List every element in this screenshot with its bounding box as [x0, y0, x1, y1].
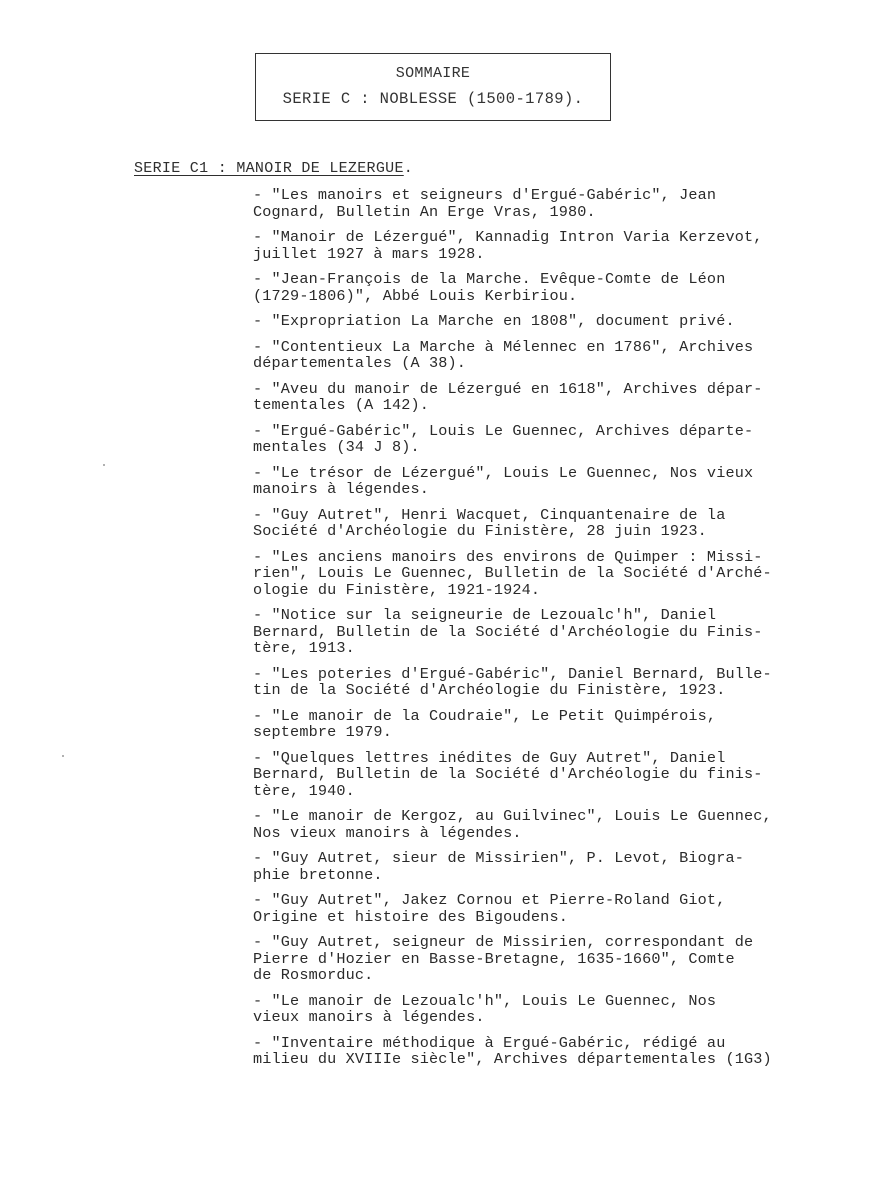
reference-line: - "Contentieux La Marche à Mélennec en 1786", Archives: [253, 337, 754, 356]
reference-line: tère, 1940.: [253, 781, 355, 800]
reference-line: Origine et histoire des Bigoudens.: [253, 907, 568, 926]
reference-line: - "Guy Autret, sieur de Missirien", P. Levot, Biogra-: [253, 849, 744, 867]
reference-line: - "Les anciens manoirs des environs de Quimper : Missi-: [253, 547, 763, 566]
reference-line: milieu du XVIIIe siècle", Archives départementales (1G3): [253, 1050, 772, 1068]
reference-item: [253, 750, 863, 800]
reference-item: [253, 187, 863, 220]
reference-item: [253, 381, 863, 414]
reference-line: Bernard, Bulletin de la Société d'Archéologie du finis-: [253, 765, 763, 783]
reference-line: rien", Louis Le Guennec, Bulletin de la Société d'Arché-: [253, 564, 772, 582]
reference-line: - "Inventaire méthodique à Ergué-Gabéric, rédigé au: [253, 1033, 726, 1052]
reference-item: [253, 465, 863, 498]
reference-line: Cognard, Bulletin An Erge Vras, 1980.: [253, 202, 596, 221]
reference-item: [253, 339, 863, 372]
reference-line: - "Notice sur la seigneurie de Lezoualc'h", Daniel: [253, 606, 717, 624]
reference-item: [253, 934, 863, 984]
reference-item: [253, 549, 863, 599]
reference-line: - "Quelques lettres inédites de Guy Autret", Daniel: [253, 748, 726, 767]
reference-item: [253, 993, 863, 1026]
reference-line: mentales (34 J 8).: [253, 438, 420, 456]
reference-line: - "Manoir de Lézergué", Kannadig Intron Varia Kerzevot,: [253, 228, 763, 246]
reference-item: [253, 892, 863, 925]
reference-item: [253, 666, 863, 699]
paper-speck: [103, 464, 105, 466]
paper-speck: [62, 755, 64, 757]
reference-line: vieux manoirs à légendes.: [253, 1008, 485, 1026]
reference-item: [253, 1035, 863, 1068]
reference-item: [253, 313, 863, 330]
section-heading-text: SERIE C1 : MANOIR DE LEZERGUE: [134, 160, 404, 177]
section-heading: [134, 160, 413, 177]
reference-line: - "Guy Autret, seigneur de Missirien, correspondant de: [253, 933, 754, 951]
reference-item: [253, 850, 863, 883]
reference-line: Société d'Archéologie du Finistère, 28 juin 1923.: [253, 522, 707, 540]
reference-line: (1729-1806)", Abbé Louis Kerbiriou.: [253, 286, 578, 305]
reference-line: phie bretonne.: [253, 865, 383, 884]
reference-item: [253, 708, 863, 741]
reference-line: de Rosmorduc.: [253, 966, 374, 984]
reference-line: septembre 1979.: [253, 723, 392, 741]
reference-item: [253, 808, 863, 841]
reference-line: tin de la Société d'Archéologie du Finistère, 1923.: [253, 681, 726, 699]
reference-line: - "Jean-François de la Marche. Evêque-Comte de Léon: [253, 270, 726, 288]
reference-list: [253, 187, 863, 1077]
reference-line: - "Ergué-Gabéric", Louis Le Guennec, Archives départe-: [253, 421, 754, 440]
reference-line: - "Le manoir de Lezoualc'h", Louis Le Guennec, Nos: [253, 991, 717, 1010]
summary-title: SOMMAIRE: [395, 65, 471, 82]
title-box: [255, 53, 611, 121]
reference-item: [253, 607, 863, 657]
section-heading-period: .: [403, 160, 414, 177]
reference-line: - "Aveu du manoir de Lézergué en 1618", Archives dépar-: [253, 379, 763, 398]
reference-line: départementales (A 38).: [253, 354, 467, 372]
reference-line: - "Guy Autret", Henri Wacquet, Cinquantenaire de la: [253, 505, 726, 524]
reference-line: Pierre d'Hozier en Basse-Bretagne, 1635-1660", Comte: [253, 949, 735, 968]
reference-line: - "Guy Autret", Jakez Cornou et Pierre-Roland Giot,: [253, 891, 726, 909]
reference-line: manoirs à légendes.: [253, 480, 430, 498]
reference-line: juillet 1927 à mars 1928.: [253, 244, 485, 263]
reference-line: - "Les poteries d'Ergué-Gabéric", Daniel Bernard, Bulle-: [253, 664, 772, 683]
reference-line: tementales (A 142).: [253, 396, 430, 414]
reference-item: [253, 507, 863, 540]
reference-line: Nos vieux manoirs à légendes.: [253, 823, 522, 842]
reference-item: [253, 423, 863, 456]
reference-line: - "Le trésor de Lézergué", Louis Le Guennec, Nos vieux: [253, 463, 754, 482]
series-title: SERIE C : NOBLESSE (1500-1789).: [282, 90, 584, 108]
reference-line: - "Le manoir de la Coudraie", Le Petit Quimpérois,: [253, 706, 717, 725]
reference-item: [253, 271, 863, 304]
reference-line: - "Expropriation La Marche en 1808", document privé.: [253, 312, 735, 330]
reference-line: ologie du Finistère, 1921-1924.: [253, 580, 541, 599]
reference-line: - "Les manoirs et seigneurs d'Ergué-Gabéric", Jean: [253, 186, 717, 204]
reference-item: [253, 229, 863, 262]
reference-line: - "Le manoir de Kergoz, au Guilvinec", Louis Le Guennec,: [253, 807, 772, 825]
reference-line: Bernard, Bulletin de la Société d'Archéologie du Finis-: [253, 622, 763, 641]
reference-line: tère, 1913.: [253, 639, 355, 657]
